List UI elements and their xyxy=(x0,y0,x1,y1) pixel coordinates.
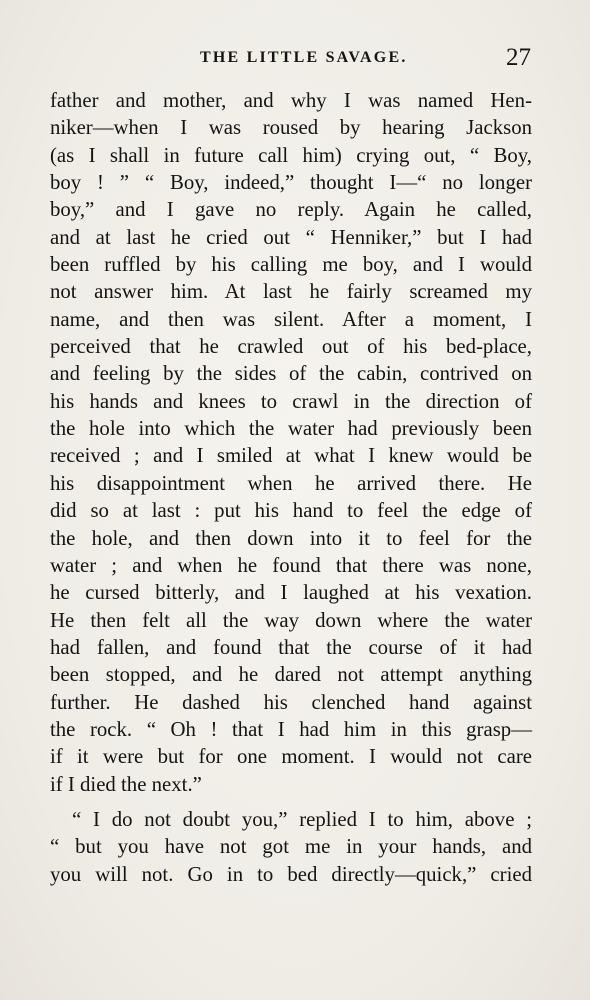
body-text xyxy=(50,87,532,888)
text-line: “ but you have not got me in your hands, and xyxy=(50,835,532,859)
paragraph xyxy=(50,806,532,888)
text-line: boy,” and I gave no reply. Again he called, xyxy=(50,198,532,222)
paragraph xyxy=(50,87,532,798)
page-number: 27 xyxy=(506,44,531,71)
text-line: received ; and I smiled at what I knew would be xyxy=(50,444,532,468)
text-line: perceived that he crawled out of his bed-place, xyxy=(50,335,532,359)
text-line: and feeling by the sides of the cabin, contrived on xyxy=(50,362,532,386)
text-line: not answer him. At last he fairly screamed my xyxy=(50,280,532,304)
text-line: the rock. “ Oh ! that I had him in this grasp— xyxy=(50,717,532,741)
text-line: boy ! ” “ Boy, indeed,” thought I—“ no longer xyxy=(50,171,532,195)
text-line: father and mother, and why I was named Hen- xyxy=(50,89,532,112)
text-line: he cursed bitterly, and I laughed at his vexation. xyxy=(50,581,532,605)
text-line: water ; and when he found that there was none, xyxy=(50,553,532,577)
running-head xyxy=(0,44,590,74)
text-line: had fallen, and found that the course of it had xyxy=(50,635,532,659)
text-line: if it were but for one moment. I would not care xyxy=(50,745,532,769)
text-line: his disappointment when he arrived there. He xyxy=(50,471,532,495)
text-line: the hole into which the water had previously been xyxy=(50,417,532,441)
text-line: you will not. Go in to bed directly—quick,” cried xyxy=(50,862,532,886)
text-line: He then felt all the way down where the water xyxy=(50,608,532,632)
text-line: if I died the next.” xyxy=(50,772,202,796)
text-line: did so at last : put his hand to feel the edge of xyxy=(50,499,532,523)
text-line: his hands and knees to crawl in the direction of xyxy=(50,389,532,413)
text-line: further. He dashed his clenched hand against xyxy=(50,690,532,714)
paragraph-gap xyxy=(50,798,532,806)
text-line: been stopped, and he dared not attempt anything xyxy=(50,663,532,687)
running-title: THE LITTLE SAVAGE. xyxy=(200,49,408,66)
text-line: niker—when I was roused by hearing Jackson xyxy=(50,116,532,140)
text-line: and at last he cried out “ Henniker,” but I had xyxy=(50,225,532,249)
text-line: “ I do not doubt you,” replied I to him, above ; xyxy=(72,807,532,831)
text-line: (as I shall in future call him) crying out, “ Boy, xyxy=(50,143,532,167)
text-line: the hole, and then down into it to feel for the xyxy=(50,526,532,550)
text-line: name, and then was silent. After a moment, I xyxy=(50,307,532,331)
text-line: been ruffled by his calling me boy, and I would xyxy=(50,253,532,277)
